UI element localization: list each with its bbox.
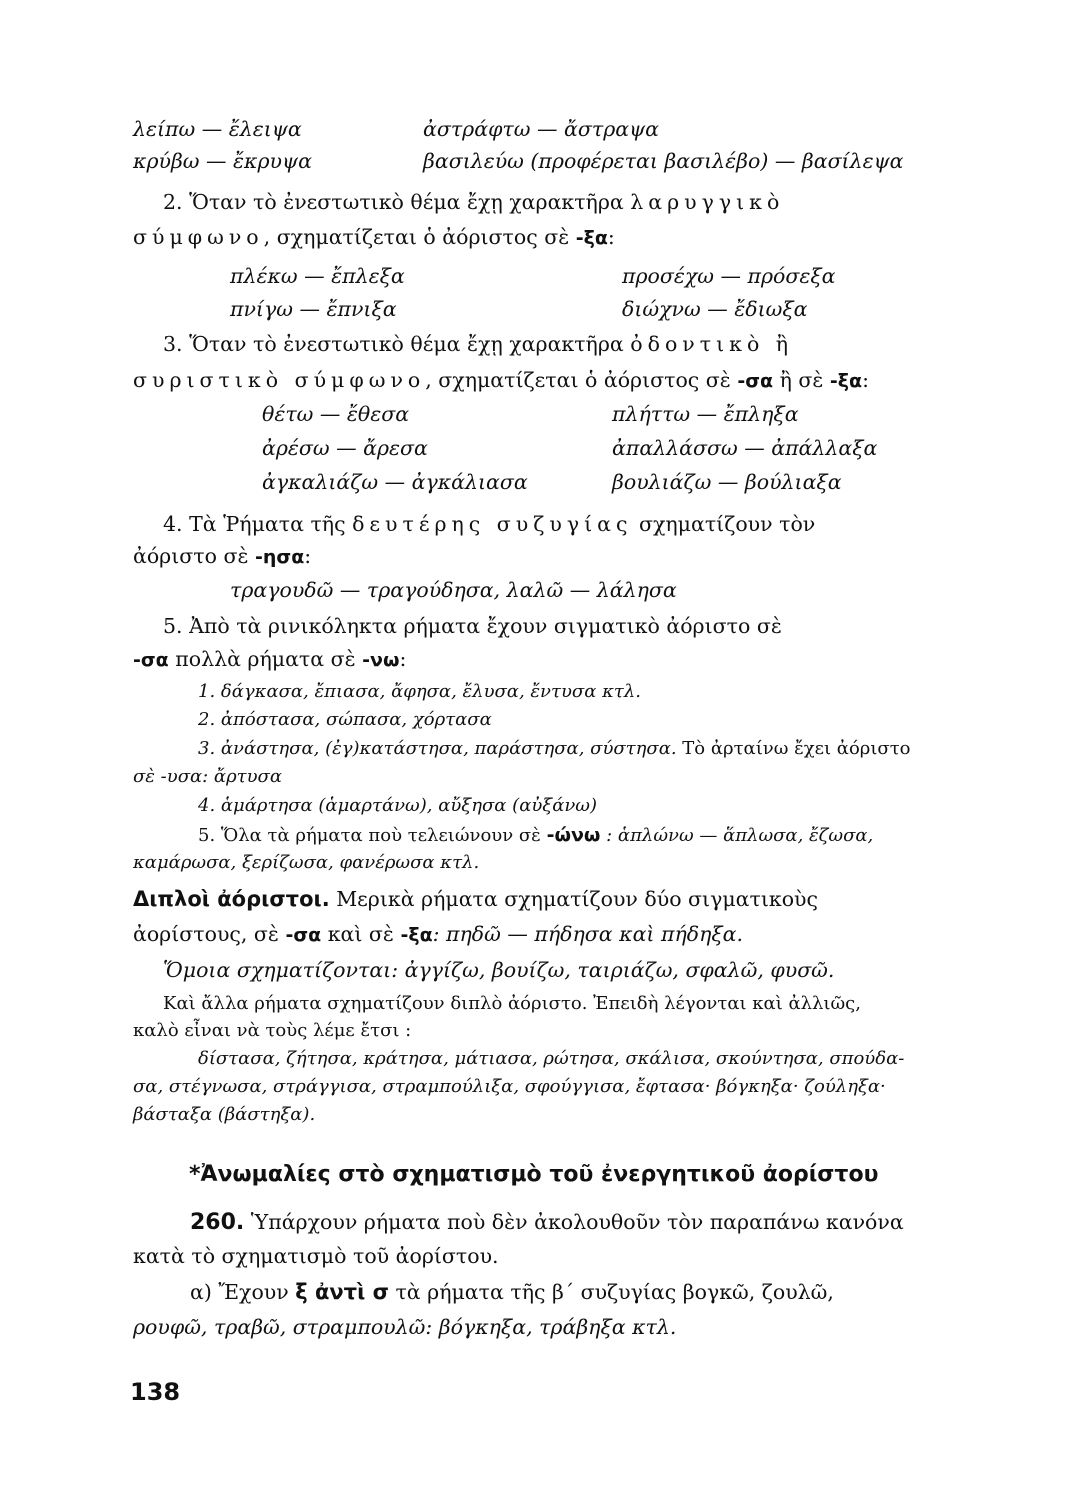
rule-3-text-2: , σχηματίζεται ὁ ἀόριστος σὲ xyxy=(425,368,738,392)
rule-3-text-3: ἢ σὲ xyxy=(773,368,830,392)
double-aorist-text-2: ἀορίστους, σὲ xyxy=(133,922,286,946)
sub-item-1: 1. δάγκασα, ἔπιασα, ἄφησα, ἔλυσα, ἔντυσα κτλ. xyxy=(198,681,641,702)
double-aorist-line-5: καλὸ εἶναι νὰ τοὺς λέμε ἔτσι : xyxy=(133,1020,412,1041)
rule-2-spaced-term-2: σύμφωνο xyxy=(133,225,264,249)
rule-3-line-1 xyxy=(163,330,793,358)
rule-4-line-1 xyxy=(163,510,815,538)
example-pair-2a: κρύβω — ἔκρυψα xyxy=(133,149,312,173)
para-260-line-4: ρουφῶ, τραβῶ, στραμπουλῶ: βόγκηξα, τράβηξα κτλ. xyxy=(133,1315,677,1339)
sub-item-5-text: 5. Ὅλα τὰ ρήματα ποὺ τελειώνουν σὲ xyxy=(198,825,547,846)
sub-item-5-cont: καμάρωσα, ξερίζωσα, φανέρωσα κτλ. xyxy=(133,852,480,873)
sub-item-2: 2. ἀπόστασα, σώπασα, χόρτασα xyxy=(198,709,492,730)
rule-4-example: τραγουδῶ — τραγούδησα, λαλῶ — λάλησα xyxy=(230,578,677,602)
suffix-no: -νω xyxy=(362,649,400,671)
example-pair-3a: πλέκω — ἔπλεξα xyxy=(230,264,405,288)
section-title: *Ἀνωμαλίες στὸ σχηματισμὸ τοῦ ἐνεργητικοῦ ἀορίστου xyxy=(189,1162,879,1187)
para-260-text: Ὑπάρχουν ρήματα ποὺ δὲν ἀκολουθοῦν τὸν παραπάνω κανόνα xyxy=(244,1210,904,1234)
rule-2-spaced-term: λαρυγγικὸ xyxy=(630,190,785,214)
rule-3-spaced-term-2: συριστικὸ σύμφωνο xyxy=(133,368,426,392)
rule-4-line-2 xyxy=(133,542,311,571)
rule-5-line-2 xyxy=(133,645,406,674)
rule-4-spaced-term: δευτέρης συζυγίας xyxy=(352,512,633,536)
rule-2-text-2: , σχηματίζεται ὁ ἀόριστος σὲ xyxy=(263,225,576,249)
double-aorist-line-3: Ὅμοια σχηματίζονται: ἀγγίζω, βουίζω, ταιριάζω, σφαλῶ, φυσῶ. xyxy=(163,958,835,982)
example-pair-1b: ἀστράφτω — ἄστραψα xyxy=(423,117,660,141)
suffix-sa: -σα xyxy=(133,649,169,671)
rule-4-text-3: ἀόριστο σὲ xyxy=(133,544,255,568)
rule-3-spaced-term: ὀδοντικὸ ἢ xyxy=(630,332,794,356)
sub-item-5-forms: : ἁπλώνω — ἅπλωσα, ἔζωσα, xyxy=(600,825,874,846)
page-number: 138 xyxy=(130,1378,181,1406)
rule-5-line-1: 5. Ἀπὸ τὰ ρινικόληκτα ρήματα ἔχουν σιγματικὸ ἀόριστο σὲ xyxy=(163,614,782,638)
double-aorist-line-2 xyxy=(133,920,743,949)
sub-item-3-note: Τὸ ἀρταίνω ἔχει ἀόριστο xyxy=(676,738,911,759)
sub-item-3 xyxy=(198,735,911,763)
sub-item-5 xyxy=(198,821,873,850)
example-pair-3b: προσέχω — πρόσεξα xyxy=(622,264,836,288)
para-260-text-2: α) Ἔχουν xyxy=(190,1280,296,1304)
double-aorist-line-7: σα, στέγνωσα, στράγγισα, στραμπούλιξα, σφούγγισα, ἔφτασα· βόγκηξα· ζούληξα· xyxy=(133,1076,886,1097)
para-260-line-2: κατὰ τὸ σχηματισμὸ τοῦ ἀορίστου. xyxy=(133,1244,499,1268)
para-260-line-3 xyxy=(190,1278,834,1306)
colon: : xyxy=(862,368,869,392)
example-pair-2b: βασιλεύω (προφέρεται βασιλέβο) — βασίλεψα xyxy=(423,149,904,173)
example-pair-4a: πνίγω — ἔπνιξα xyxy=(230,297,397,321)
suffix-sa: -σα xyxy=(737,370,774,392)
sub-item-3-cont: σὲ -υσα: ἄρτυσα xyxy=(133,766,283,787)
example-pair-7a: ἀγκαλιάζω — ἀγκάλιασα xyxy=(262,470,528,494)
suffix-ksa: -ξα xyxy=(400,924,433,946)
example-pair-7b: βουλιάζω — βούλιαξα xyxy=(612,470,842,494)
colon: : xyxy=(607,225,615,249)
example-pair-1a: λείπω — ἔλειψα xyxy=(133,117,302,141)
rule-4-text-2: σχηματίζουν τὸν xyxy=(632,512,816,536)
double-aorist-text-3: καὶ σὲ xyxy=(321,922,401,946)
sub-item-3-forms: 3. ἀνάστησα, (ἐγ)κατάστησα, παράστησα, σύστησα. xyxy=(198,738,677,759)
sub-item-4: 4. ἁμάρτησα (ἁμαρτάνω), αὔξησα (αὐξάνω) xyxy=(198,795,597,816)
suffix-ksa: -ξα xyxy=(829,370,863,392)
para-260-line-1 xyxy=(190,1208,904,1237)
suffix-ksa: -ξα xyxy=(575,227,608,249)
example-pair-5a: θέτω — ἔθεσα xyxy=(262,402,410,426)
para-260-text-3: τὰ ρήματα τῆς β΄ συζυγίας βογκῶ, ζουλῶ, xyxy=(388,1280,834,1304)
double-aorist-heading: Διπλοὶ ἀόριστοι. xyxy=(133,887,330,911)
rule-5-text: πολλὰ ρήματα σὲ xyxy=(168,647,363,671)
rule-3-text: 3. Ὅταν τὸ ἐνεστωτικὸ θέμα ἔχῃ χαρακτῆρα xyxy=(163,332,631,356)
suffix-ono: -ώνω xyxy=(546,824,601,846)
rule-3-line-2 xyxy=(133,366,869,395)
rule-4-text: 4. Τὰ Ῥήματα τῆς xyxy=(163,512,353,536)
rule-2-text: 2. Ὅταν τὸ ἐνεστωτικὸ θέμα ἔχῃ χαρακτῆρα xyxy=(163,190,631,214)
rule-2-line-1 xyxy=(163,188,784,216)
double-aorist-text: Μερικὰ ρήματα σχηματίζουν δύο σιγματικοὺς xyxy=(329,887,818,911)
double-aorist-line-4: Καὶ ἄλλα ρήματα σχηματίζουν διπλὸ ἀόριστο. Ἐπειδὴ λέγονται καὶ ἀλλιῶς, xyxy=(163,993,861,1014)
example-pair-5b: πλήττω — ἔπληξα xyxy=(612,402,799,426)
rule-2-line-2 xyxy=(133,223,615,252)
suffix-sa: -σα xyxy=(285,924,322,946)
double-aorist-line-6: δίστασα, ζήτησα, κράτησα, μάτιασα, ρώτησα, σκάλισα, σκούντησα, σπούδα- xyxy=(198,1048,905,1069)
colon: : xyxy=(304,544,312,568)
example-pair-6a: ἀρέσω — ἄρεσα xyxy=(262,436,428,460)
double-aorist-example: : πηδῶ — πήδησα καὶ πήδηξα. xyxy=(432,922,743,946)
double-aorist-line-8: βάσταξα (βάστηξα). xyxy=(133,1104,316,1125)
double-aorist-line-1 xyxy=(133,885,818,913)
colon: : xyxy=(399,647,407,671)
para-260-number: 260. xyxy=(190,1210,245,1235)
suffix-isa: -ησα xyxy=(254,546,305,568)
para-260-emphasis: ξ ἀντὶ σ xyxy=(295,1280,389,1304)
example-pair-6b: ἀπαλλάσσω — ἀπάλλαξα xyxy=(612,436,878,460)
example-pair-4b: διώχνω — ἔδιωξα xyxy=(622,297,808,321)
